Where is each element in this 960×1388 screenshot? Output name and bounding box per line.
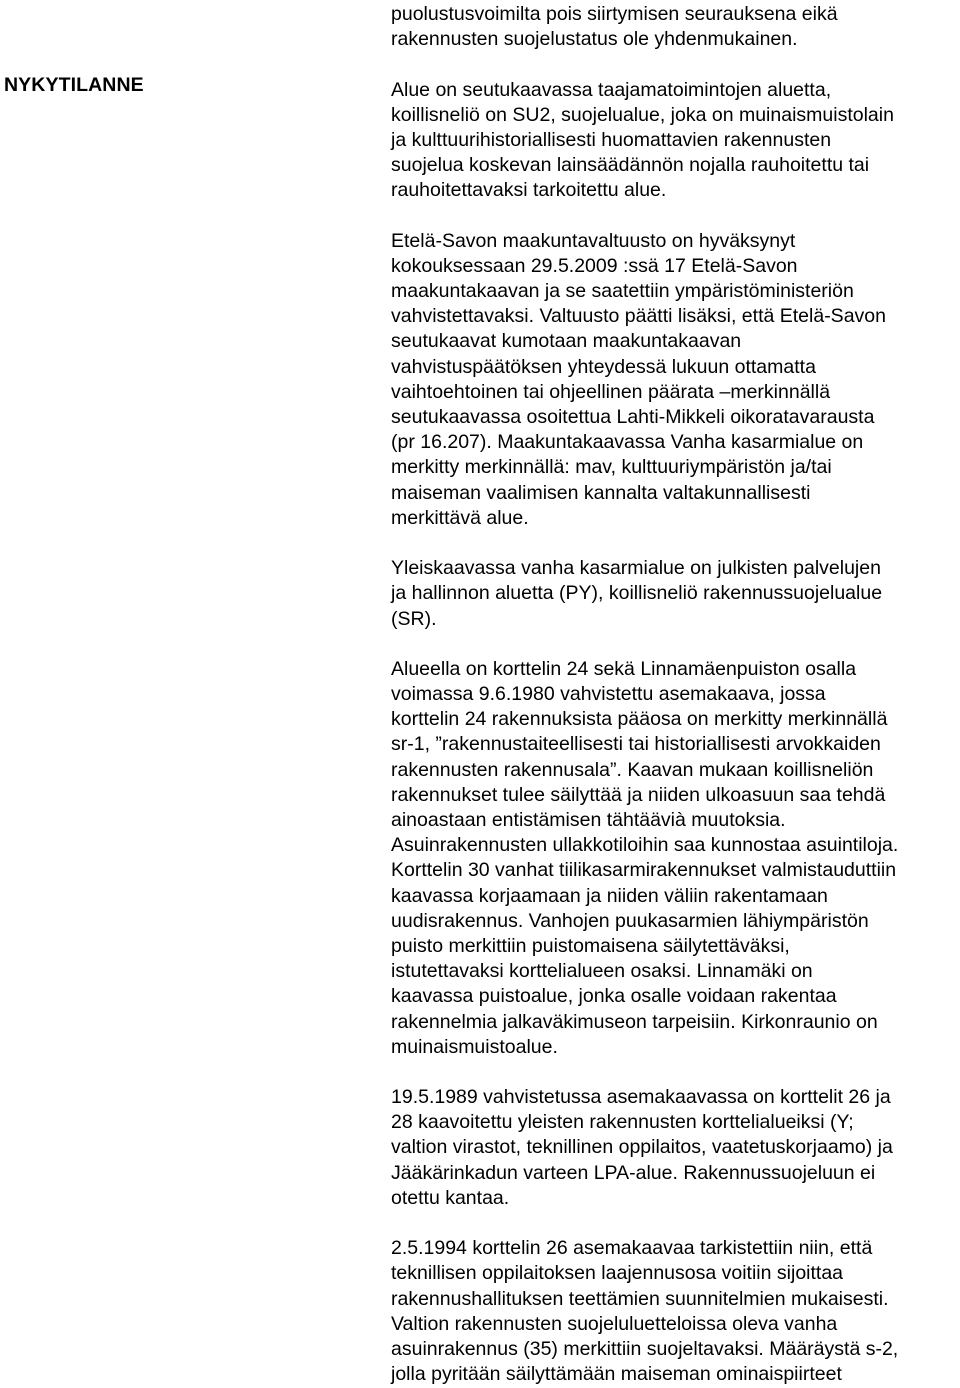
- text-line: koillisneliö on SU2, suojelualue, joka on muinaismuistolain: [391, 103, 894, 126]
- text-line: muinaismuistoalue.: [391, 1035, 558, 1058]
- text-line: teknillisen oppilaitoksen laajennusosa voitiin sijoittaa: [391, 1262, 844, 1285]
- paragraph-gap: [391, 1060, 957, 1085]
- text-line: ja hallinnon aluetta (PY), koillisneliö rakennussuojelualue: [391, 582, 883, 605]
- paragraph: [391, 78, 957, 204]
- paragraph-gap: [391, 52, 957, 77]
- paragraph-gap: [391, 1211, 957, 1236]
- text-line: korttelin 24 rakennuksista pääosa on merkitty merkinnällä: [391, 708, 888, 731]
- text-line: Yleiskaavassa vanha kasarmialue on julkisten palvelujen: [391, 557, 881, 580]
- paragraph-gap: [391, 531, 957, 556]
- text-line: 2.5.1994 korttelin 26 asemakaavaa tarkistettiin niin, että: [391, 1237, 873, 1260]
- text-line: Korttelin 30 vanhat tiilikasarmirakennukset valmistauduttiin: [391, 859, 897, 882]
- paragraph: [391, 2, 957, 52]
- text-line: rakennusten rakennusala”. Kaavan mukaan koillisneliön: [391, 758, 874, 781]
- text-line: puisto merkittiin puistomaisena säilytettäväksi,: [391, 934, 790, 957]
- text-line: merkittävä alue.: [391, 506, 529, 529]
- text-line: maakuntakaavan ja se saatettiin ympäristöministeriön: [391, 280, 854, 303]
- text-line: otettu kantaa.: [391, 1186, 510, 1209]
- text-line: rakennusten suojelustatus ole yhdenmukainen.: [391, 28, 798, 51]
- text-line: jolla pyritään säilyttämään maiseman ominaispiirteet: [391, 1363, 842, 1386]
- text-line: 19.5.1989 vahvistetussa asemakaavassa on korttelit 26 ja: [391, 1086, 891, 1109]
- body-text-column: [391, 2, 957, 1387]
- text-line: 28 kaavoitettu yleisten rakennusten korttelialueiksi (Y;: [391, 1111, 854, 1134]
- text-line: Valtion rakennusten suojeluluetteloissa oleva vanha: [391, 1312, 838, 1335]
- text-line: maiseman vaalimisen kannalta valtakunnallisesti: [391, 481, 811, 504]
- text-line: rakennukset tulee säilyttää ja niiden ulkoasuun saa tehdä: [391, 783, 886, 806]
- text-line: ja kulttuurihistoriallisesti huomattavien rakennusten: [391, 128, 832, 151]
- text-line: uudisrakennus. Vanhojen puukasarmien lähiympäristön: [391, 909, 869, 932]
- paragraph: [391, 657, 957, 1060]
- text-line: (SR).: [391, 607, 437, 630]
- paragraph: [391, 1085, 957, 1211]
- paragraph-gap: [391, 204, 957, 229]
- section-heading: NYKYTILANNE: [4, 74, 144, 96]
- text-line: Etelä-Savon maakuntavaltuusto on hyväksynyt: [391, 229, 796, 252]
- text-line: sr-1, ”rakennustaiteellisesti tai historiallisesti arvokkaiden: [391, 733, 881, 756]
- text-line: Asuinrakennusten ullakkotiloihin saa kunnostaa asuintiloja.: [391, 834, 899, 857]
- text-line: merkitty merkinnällä: mav, kulttuuriympäristön ja/tai: [391, 456, 832, 479]
- text-line: kaavassa puistoalue, jonka osalle voidaan rakentaa: [391, 985, 837, 1008]
- text-line: puolustusvoimilta pois siirtymisen seurauksena eikä: [391, 3, 838, 25]
- text-line: vahvistettavaksi. Valtuusto päätti lisäksi, että Etelä-Savon: [391, 305, 886, 328]
- text-line: vahvistuspäätöksen yhteydessä lukuun ottamatta: [391, 355, 816, 378]
- text-line: voimassa 9.6.1980 vahvistettu asemakaava, jossa: [391, 683, 826, 706]
- paragraph: [391, 556, 957, 632]
- text-line: Alue on seutukaavassa taajamatoimintojen aluetta,: [391, 78, 832, 101]
- text-line: asuinrakennus (35) merkittiin suojeltavaksi. Määräystä s-2,: [391, 1337, 899, 1360]
- paragraph: [391, 1236, 957, 1387]
- text-line: istutettavaksi korttelialueen osaksi. Linnamäki on: [391, 960, 813, 983]
- text-line: valtion virastot, teknillinen oppilaitos, vaatetuskorjaamo) ja: [391, 1136, 893, 1159]
- text-line: Alueella on korttelin 24 sekä Linnamäenpuiston osalla: [391, 657, 857, 680]
- text-line: vaihtoehtoinen tai ohjeellinen päärata –merkinnällä: [391, 380, 831, 403]
- paragraph-gap: [391, 632, 957, 657]
- paragraph: [391, 229, 957, 531]
- text-line: suojelua koskevan lainsäädännön nojalla rauhoitettu tai: [391, 154, 870, 177]
- text-line: seutukaavat kumotaan maakuntakaavan: [391, 330, 742, 353]
- text-line: Jääkärinkadun varteen LPA-alue. Rakennussuojeluun ei: [391, 1161, 876, 1184]
- text-line: rakennelmia jalkaväkimuseon tarpeisiin. Kirkonraunio on: [391, 1010, 878, 1033]
- text-line: ainoastaan entistämisen tähtäävià muutoksia.: [391, 809, 786, 831]
- text-line: (pr 16.207). Maakuntakaavassa Vanha kasarmialue on: [391, 431, 864, 454]
- text-line: rakennushallituksen teettämien suunnitelmien mukaisesti.: [391, 1287, 889, 1310]
- text-line: rauhoitettavaksi tarkoitettu alue.: [391, 179, 667, 202]
- text-line: kokouksessaan 29.5.2009 :ssä 17 Etelä-Savon: [391, 254, 798, 277]
- text-line: kaavassa korjaamaan ja niiden väliin rakentamaan: [391, 884, 828, 907]
- text-line: seutukaavassa osoitettua Lahti-Mikkeli oikoratavarausta: [391, 406, 875, 428]
